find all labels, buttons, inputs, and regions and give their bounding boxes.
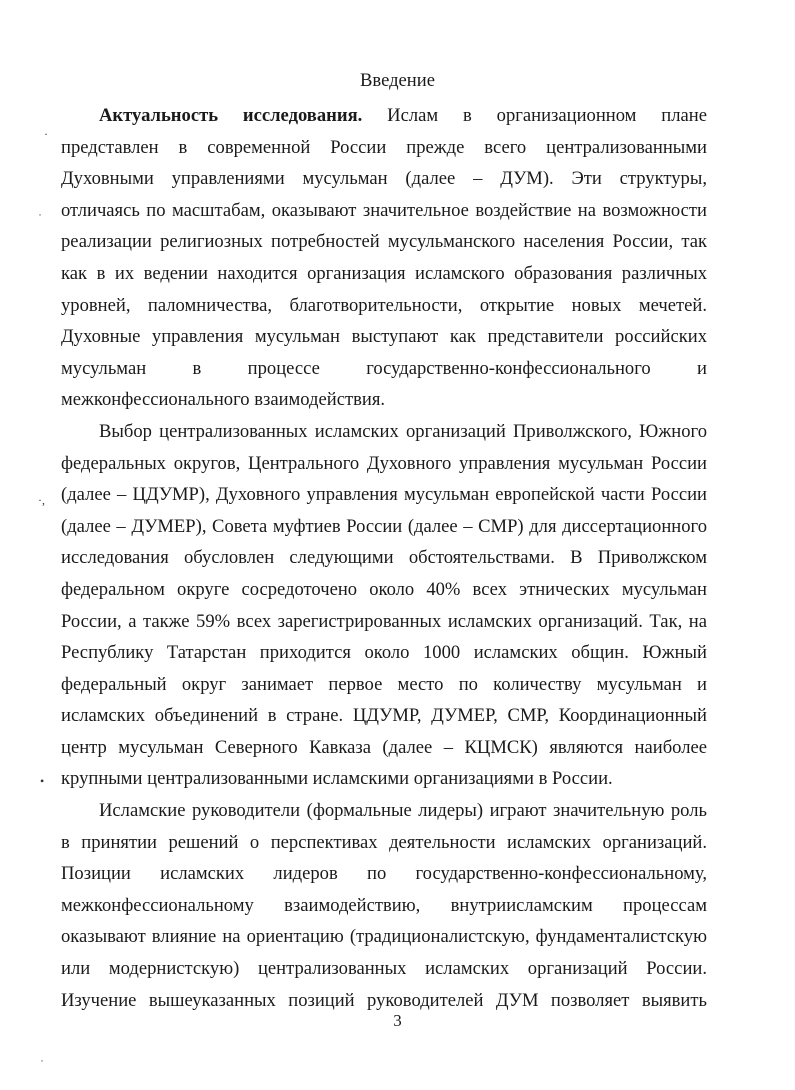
paragraph-line: Изучение вышеуказанных позиций руководителей ДУМ позволяет выявить [61, 989, 707, 1011]
scan-speck: · [44, 127, 48, 141]
scan-speck: ·, [38, 493, 45, 507]
body-text [61, 100, 707, 1016]
paragraph-line: крупными централизованными исламскими организациями в России. [61, 768, 613, 790]
paragraph-selection [61, 416, 707, 795]
paragraph-line: Духовными управлениями мусульман (далее – ДУМ). Эти структуры, [61, 168, 707, 190]
paragraph-line: оказывают влияние на ориентацию (традиционалистскую, фундаменталистскую [61, 926, 707, 948]
paragraph-leaders [61, 795, 707, 1016]
paragraph-line: России, а также 59% всех зарегистрированных исламских организаций. Так, на [61, 610, 707, 632]
paragraph-line: межконфессионального взаимодействия. [61, 389, 386, 411]
lead-heading: Актуальность исследования. [99, 105, 363, 126]
paragraph-line: Республику Татарстан приходится около 1000 исламских общин. Южный [61, 642, 707, 664]
paragraph-line: (далее – ЦДУМР), Духовного управления мусульман европейской части России [61, 484, 707, 506]
page-number: 3 [393, 1011, 402, 1030]
paragraph-line: Духовные управления мусульман выступают как представители российских [61, 326, 707, 348]
paragraph-line: как в их ведении находится организация исламского образования различных [61, 262, 707, 284]
paragraph-line: реализации религиозных потребностей мусульманского населения России, так [61, 231, 707, 253]
lead-text: Ислам в организационном плане [387, 105, 707, 126]
paragraph-line: представлен в современной России прежде всего централизованными [61, 136, 707, 158]
paragraph-line: Исламские руководители (формальные лидеры) играют значительную роль [99, 800, 707, 822]
paragraph-line: мусульман в процессе государственно-конфессионального и [61, 357, 707, 379]
scan-speck: ˙ [38, 211, 42, 225]
paragraph-relevance [61, 100, 707, 416]
paragraph-line [61, 100, 707, 132]
paragraph-line: исламских объединений в стране. ЦДУМР, ДУМЕР, СМР, Координационный [61, 705, 707, 727]
section-title: Введение [360, 70, 435, 91]
paragraph-line: федеральных округов, Центрального Духовного управления мусульман России [61, 452, 707, 474]
paragraph-line: центр мусульман Северного Кавказа (далее – КЦМСК) являются наиболее [61, 736, 707, 758]
paragraph-line: (далее – ДУМЕР), Совета муфтиев России (далее – СМР) для диссертационного [61, 515, 707, 537]
paragraph-line: или модернистскую) централизованных исламских организаций России. [61, 958, 707, 980]
paragraph-line: межконфессиональному взаимодействию, внутриисламским процессам [61, 894, 707, 916]
scan-speck: ˙ [40, 1057, 44, 1071]
paragraph-line: Позиции исламских лидеров по государственно-конфессиональному, [61, 863, 707, 885]
paragraph-line: федеральном округе сосредоточено около 40% всех этнических мусульман [61, 578, 707, 600]
paragraph-line: отличаясь по масштабам, оказывают значительное воздействие на возможности [61, 199, 707, 221]
paragraph-line: исследования обусловлен следующими обстоятельствами. В Приволжском [61, 547, 707, 569]
paragraph-line: Выбор централизованных исламских организаций Приволжского, Южного [99, 420, 707, 442]
paragraph-line: в принятии решений о перспективах деятельности исламских организаций. [61, 831, 707, 853]
paragraph-line: федеральный округ занимает первое место по количеству мусульман и [61, 673, 707, 695]
scan-speck: • [40, 774, 45, 788]
paragraph-line: уровней, паломничества, благотворительности, открытие новых мечетей. [61, 294, 707, 316]
